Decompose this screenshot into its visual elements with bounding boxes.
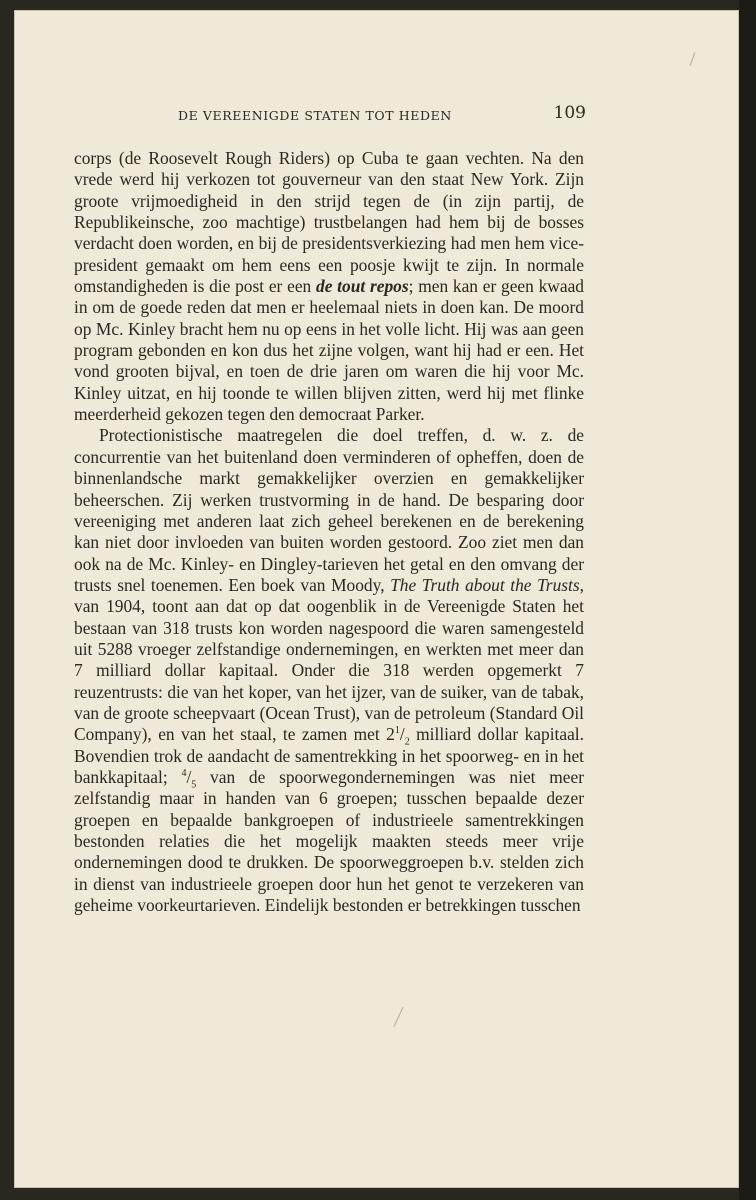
- fraction-four-fifths: $^4/_5$: [181, 766, 197, 791]
- running-title: DE VEREENIGDE STATEN TOT HEDEN: [178, 108, 452, 123]
- paragraph-1-text-b: ; men kan er geen kwaad in om de goede reden dat men er heelemaal niets in doen kan. De moord op Mc. Kinley bracht hem nu op eens in het volle licht. Hij was aan geen program gebonden en kon dus het zijne volgen, want hij had er een. Het vond grooten bijval, en toen de drie jaren om waren die hij voor Mc. Kinley uitzat, en hij toonde te willen blijven zitten, werd hij met flinke meerderheid gekozen tegen den democraat Parker.: [74, 276, 584, 425]
- pencil-mark: [690, 52, 696, 65]
- paragraph-1-text-a: corps (de Roosevelt Rough Riders) op Cuba te gaan vechten. Na den vrede werd hij verkozen tot gouverneur van den staat New York. Zijn groote vrijmoedigheid in den strijd tegen de (in zijn partij, de Republikeinsche, zoo machtige) trustbelangen had hem bij de bosses verdacht doen worden, en bij de presidentsverkiezing had men hem vice-president gemaakt om hem eens een poosje kwijt te zijn. In normale omstandigheden is die post er een: [74, 148, 584, 297]
- paragraph-2-text-c: milliard dollar kapitaal. Bovendien trok de aandacht de samentrekking in het spoorweg- en in het bankkapitaal;: [74, 724, 584, 787]
- pencil-mark: [393, 1007, 403, 1027]
- page-number: 109: [553, 103, 586, 123]
- paragraph-2: [74, 425, 584, 916]
- paragraph-1: [74, 148, 584, 425]
- book-title-italic: The Truth about the Trusts: [390, 574, 580, 595]
- page-header: [178, 103, 586, 131]
- paragraph-2-text-d: van de spoorwegondernemingen was niet meer zelfstandig maar in handen van 6 groepen; tusschen bepaalde dezer groepen en bepaalde bankgroepen of industrieele samentrekkingen bestonden relaties die het mogelijk maakten steeds meer vrije ondernemingen dood te drukken. De spoorweggroepen b.v. stelden zich in dienst van industrieele groepen door hun het genot te verzekeren van geheime voorkeurtarieven. Eindelijk bestonden er betrekkingen tusschen: [74, 766, 584, 916]
- fraction-two-and-half: $2^1/_2$: [386, 724, 410, 748]
- paragraph-2-text-a: Protectionistische maatregelen die doel treffen, d. w. z. de concurrentie van het buitenland doen verminderen of opheffen, doen de binnenlandsche markt gemakkelijker overzien en gemakkelijker beheerschen. Zij werken trustvorming in de hand. De besparing door vereeniging met anderen laat zich geheel berekenen en de berekening kan niet door invloeden van buiten worden gestoord. Zoo ziet men dan ook na de Mc. Kinley- en Dingley-tarieven het getal en den omvang der trusts snel toenemen. Een boek van Moody,: [74, 425, 584, 595]
- body-text: [74, 148, 584, 916]
- page-edge: [739, 0, 756, 1200]
- paragraph-2-text-b: , van 1904, toont aan dat op dat oogenblik in de Vereenigde Staten het bestaan van 318 trusts kon worden nagespoord die waren samengesteld uit 5288 vroeger zelfstandige ondernemingen, en werkten met meer dan 7 milliard dollar kapitaal. Onder die 318 werden opgemerkt 7 reuzentrusts: die van het koper, van het ijzer, van de suiker, van de tabak, van de groote scheepvaart (Ocean Trust), van de petroleum (Standard Oil Company), en van het staal, te zamen met: [74, 574, 584, 745]
- book-page: [14, 10, 739, 1188]
- italic-phrase-de-tout-repos: de tout repos: [316, 276, 409, 297]
